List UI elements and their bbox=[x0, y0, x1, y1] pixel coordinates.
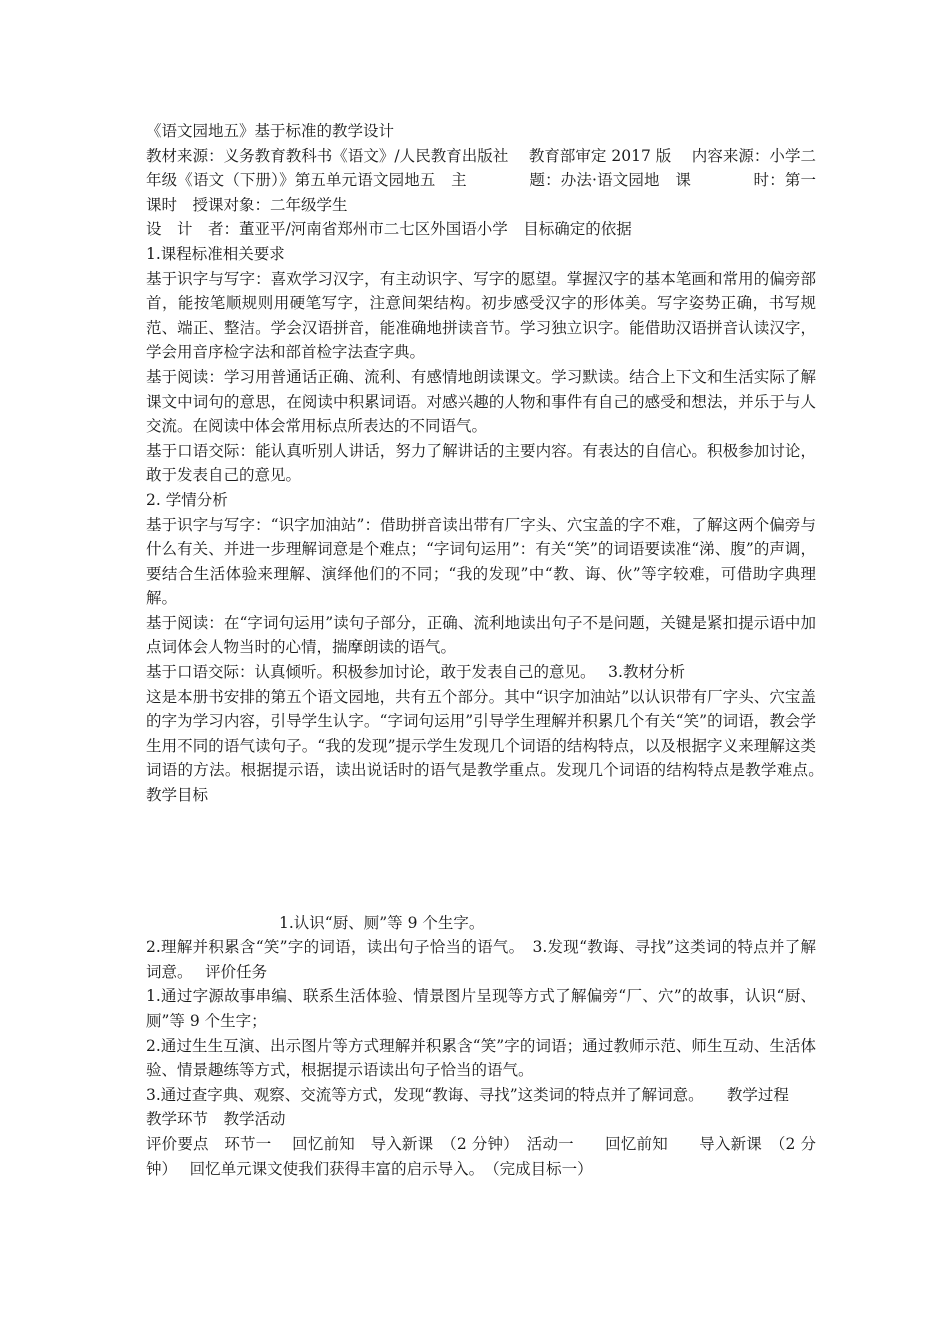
paragraph-oral: 基于口语交际：能认真听别人讲话，努力了解讲话的主要内容。有表达的自信心。积极参加讨论，敢于发表自己的意见。 bbox=[146, 441, 816, 485]
paragraph-reading: 基于阅读：学习用普通话正确、流利、有感情地朗读课文。学习默读。结合上下文和生活实际了解课文中词句的意思，在阅读中积累词语。对感兴趣的人物和事件有自己的感受和想法，并乐于与人交流。在阅读中体会常用标点所表达的不同语气。 bbox=[146, 367, 816, 436]
paragraph-learner-reading: 基于阅读：在“字词句运用”读句子部分，正确、流利地读出句子不是问题，关键是紧扣提示语中加点词体会人物当时的心情，揣摩朗读的语气。 bbox=[146, 613, 816, 657]
paragraph-learner-literacy: 基于识字与写字：“识字加油站”：借助拼音读出带有厂字头、穴宝盖的字不难，了解这两个偏旁与什么有关、并进一步理解词意是个难点；“字词句运用”：有关“笑”的词语要读准“涕、腹”的声调，要结合生活体验来理解、演绎他们的不同；“我的发现”中“教、诲、伙”等字较难，可借助字典理解。 bbox=[146, 515, 816, 608]
section-heading-learner-analysis: 2. 学情分析 bbox=[146, 490, 228, 509]
teaching-goals-2-3: 2.理解并积累含“笑”字的词语，读出句子恰当的语气。 3.发现“教诲、寻找”这类词的特点并了解词意。 评价任务 bbox=[146, 938, 816, 981]
evaluation-task-1: 1.通过字源故事串编、联系生活体验、情景图片呈现等方式了解偏旁“厂、穴”的故事，认识“厨、厕”等 9 个生字； bbox=[146, 987, 816, 1030]
section-heading-standards: 1.课程标准相关要求 bbox=[146, 244, 285, 263]
paragraph-literacy: 基于识字与写字：喜欢学习汉字，有主动识字、写字的愿望。掌握汉字的基本笔画和常用的偏旁部首，能按笔顺规则用硬笔写字，注意间架结构。初步感受汉字的形体美。写字姿势正确，书写规范、端正、整洁。学会汉语拼音，能准确地拼读音节。学习独立识字。能借助汉语拼音认读汉字，学会用音序检字法和部首检字法查字典。 bbox=[146, 269, 816, 362]
evaluation-task-3: 3.通过查字典、观察、交流等方式，发现“教诲、寻找”这类词的特点并了解词意。 教学过程 bbox=[146, 1085, 789, 1104]
meta-designer: 设 计 者：董亚平/河南省郑州市二七区外国语小学 目标确定的依据 bbox=[146, 220, 632, 239]
process-row: 评价要点 环节一 回忆前知 导入新课 （2 分钟） 活动一 回忆前知 导入新课 （2 分钟） 回忆单元课文使我们获得丰富的启示导入。 （完成目标一） bbox=[146, 1134, 816, 1178]
teaching-goal-1: 1.认识“厨、厕”等 9 个生字。 bbox=[279, 913, 485, 932]
paragraph-learner-oral: 基于口语交际：认真倾听。积极参加讨论，敢于发表自己的意见。 3.教材分析 bbox=[146, 663, 685, 682]
paragraph-textbook-analysis: 这是本册书安排的第五个语文园地，共有五个部分。其中“识字加油站”以认识带有厂字头、穴宝盖的字为学习内容，引导学生认字。“字词句运用”引导学生理解并积累几个有关“笑”的词语，教会学生用不同的语气读句子。“我的发现”提示学生发现几个词语的结构特点，以及根据字义来理解这类词语的方法。根据提示语，读出说话时的语气是教学重点。发现几个词语的结构特点是教学难点。 教学目标 bbox=[146, 687, 837, 805]
document-title: 《语文园地五》基于标准的教学设计 bbox=[146, 122, 395, 140]
evaluation-task-2: 2.通过生生互演、出示图片等方式理解并积累含“笑”字的词语；通过教师示范、师生互动、生活体验、情景趣练等方式，根据提示语读出句子恰当的语气。 bbox=[146, 1036, 816, 1080]
meta-source: 教材来源：义务教育教科书《语文》/人民教育出版社 教育部审定 2017 版 内容来源：小学二年级《语文（下册）》第五单元语文园地五 主 题：办法·语文园地 课 时：第一课时 授课对象：二年级学生 bbox=[146, 146, 816, 214]
blank-gap bbox=[146, 808, 816, 911]
process-header: 教学环节 教学活动 bbox=[146, 1110, 286, 1129]
document-page bbox=[146, 119, 837, 1181]
